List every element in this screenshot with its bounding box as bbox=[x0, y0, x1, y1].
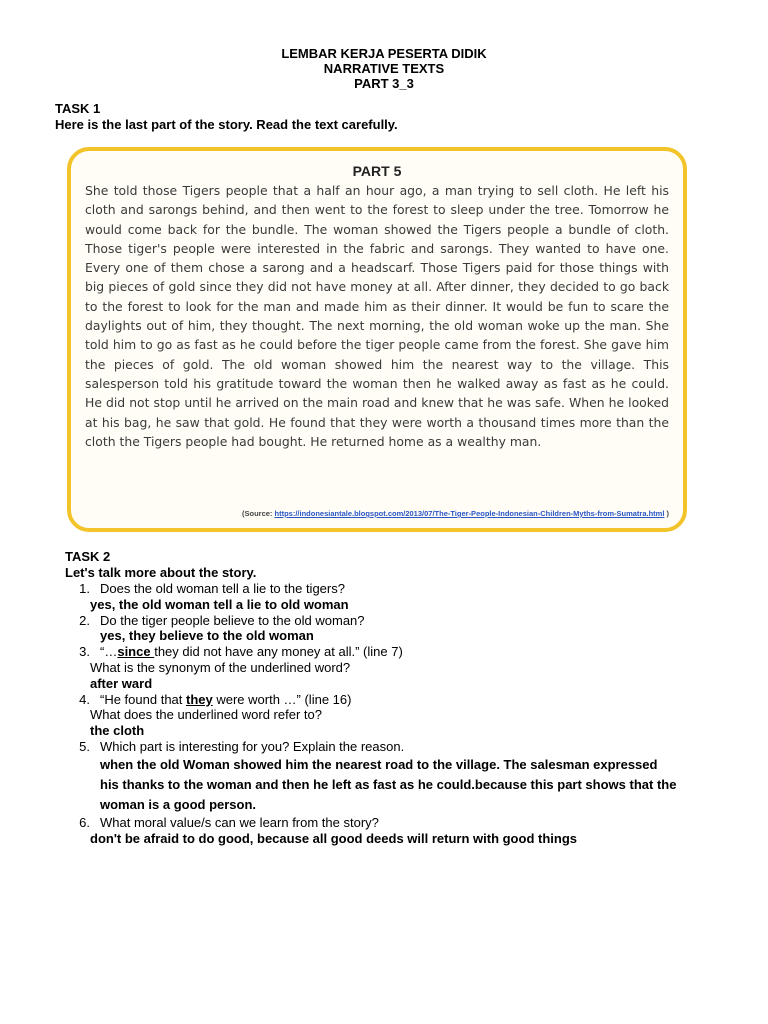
question-text: Which part is interesting for you? Explain the reason. bbox=[100, 738, 405, 754]
task1-instruction: Here is the last part of the story. Read the text carefully. bbox=[55, 117, 398, 132]
quote-rest: were worth …” (line 16) bbox=[212, 691, 352, 707]
question-number: 2. bbox=[79, 612, 90, 628]
answer-3: after ward bbox=[90, 675, 153, 691]
story-text: She told those Tigers people that a half an hour ago, a man trying to sell cloth. He left his cloth and sarongs behind, and then went to the forest to sleep under the tree. Tomorrow he would come back for the bundle. The woman showed the Tigers people a bundle of cloth. Those tiger's people were interested in the fabric and sarongs. They wanted to have one. Every one of them chose a sarong and a headscarf. Those Tigers paid for those things with big pieces of gold since they did not have money at all. After dinner, they decided to go back to the forest to look for the man and made him as their dinner. It would be fun to scare the daylights out of him, they thought. The next morning, the old woman woke up the man. She told him to go as fast as he could before the tiger people came from the forest. She gave him the pieces of gold. The old woman showed him the nearest way to the village. This salesperson told his gratitude toward the woman then he walked away as fast as he could. He did not stop until he arrived on the main road and knew that he was safe. When he looked at his bag, he saw that gold. He found that they were worth a thousand times more than the cloth the Tigers people had bought. He returned home as a wealthy man. bbox=[85, 183, 669, 449]
question-text bbox=[90, 692, 351, 708]
task2-intro: Let's talk more about the story. bbox=[65, 565, 257, 580]
header-part: PART 3_3 bbox=[354, 76, 414, 91]
question-1 bbox=[65, 581, 735, 597]
answer-5-line-2: his thanks to the woman and then he left as fast as he could.because this part shows that the bbox=[100, 776, 677, 792]
question-3-sub: What is the synonym of the underlined word? bbox=[90, 659, 351, 675]
task1-title: TASK 1 bbox=[55, 101, 101, 116]
quote-open: “He found that bbox=[100, 691, 186, 707]
question-list bbox=[65, 581, 735, 846]
answer-2: yes, they believe to the old woman bbox=[100, 628, 314, 644]
question-number: 3. bbox=[79, 644, 90, 660]
question-4-sub: What does the underlined word refer to? bbox=[90, 707, 322, 723]
question-5 bbox=[65, 739, 735, 755]
question-text: Do the tiger people believe to the old woman? bbox=[100, 612, 365, 628]
quote-rest: they did not have any money at all.” (line 7) bbox=[154, 644, 403, 660]
answer-5-line-3: woman is a good person. bbox=[100, 796, 257, 812]
story-source bbox=[242, 509, 669, 518]
answer-1: yes, the old woman tell a lie to old woman bbox=[90, 596, 349, 612]
quote-open: “… bbox=[100, 644, 118, 660]
question-4 bbox=[65, 692, 735, 708]
header-subtitle: NARRATIVE TEXTS bbox=[323, 61, 445, 76]
question-number: 1. bbox=[79, 581, 90, 596]
answer-5-line-1: when the old Woman showed him the nearest road to the village. The salesman expressed bbox=[100, 756, 658, 772]
source-link[interactable]: https://indonesiantale.blogspot.com/2013/07/The-Tiger-People-Indonesian-Children-Myths-from-Sumatra.html bbox=[274, 509, 665, 518]
task2-section bbox=[65, 549, 256, 581]
header-title: LEMBAR KERJA PESERTA DIDIK bbox=[281, 46, 487, 61]
question-3 bbox=[65, 644, 735, 660]
source-suffix: ) bbox=[664, 509, 669, 518]
worksheet-header bbox=[0, 46, 768, 91]
question-number: 5. bbox=[79, 738, 90, 754]
task1-section bbox=[55, 101, 398, 133]
question-text bbox=[90, 644, 403, 660]
story-box bbox=[67, 147, 687, 532]
question-number: 6. bbox=[79, 814, 90, 830]
answer-6: don't be afraid to do good, because all good deeds will return with good things bbox=[90, 830, 577, 846]
underlined-word: since bbox=[117, 644, 155, 660]
question-text: Does the old woman tell a lie to the tigers? bbox=[100, 581, 345, 596]
source-prefix: (Source: bbox=[241, 509, 275, 518]
story-title: PART 5 bbox=[352, 163, 402, 179]
task2-title: TASK 2 bbox=[65, 549, 111, 564]
question-2 bbox=[65, 613, 735, 629]
underlined-word: they bbox=[186, 691, 213, 707]
question-6 bbox=[65, 815, 735, 831]
question-number: 4. bbox=[79, 691, 90, 707]
answer-4: the cloth bbox=[90, 723, 145, 739]
question-text: What moral value/s can we learn from the story? bbox=[100, 814, 379, 830]
